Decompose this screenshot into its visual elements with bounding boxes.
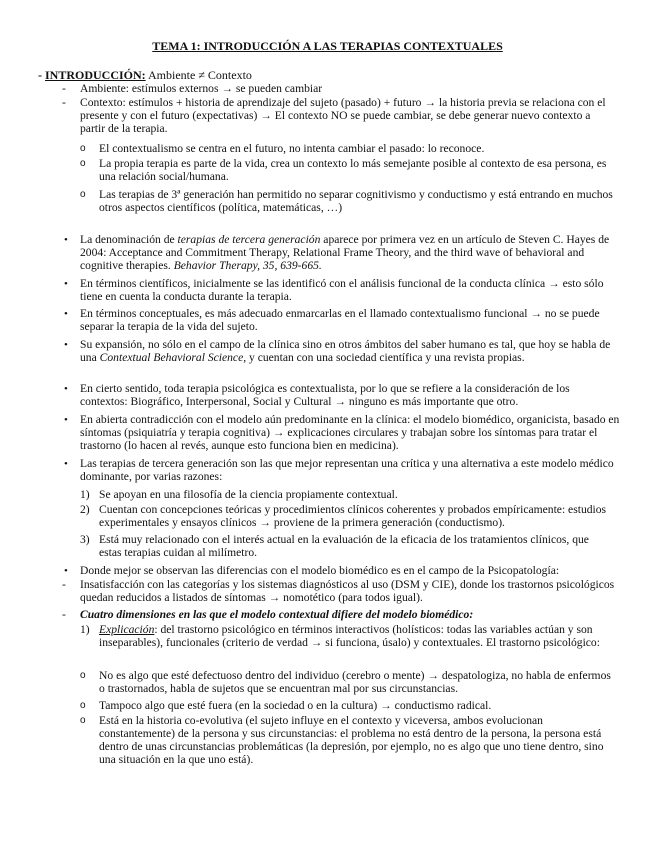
bullet-marker: • <box>64 339 68 351</box>
list-item-text: La propia terapia es parte de la vida, crea un contexto lo más semejante posible al contexto de esa persona, es una relación social/humana. <box>99 157 607 183</box>
text-run: y cuentan con una sociedad científica y una revista propias. <box>246 350 525 364</box>
bullet-text: En términos científicos, inicialmente se las identificó con el análisis funcional de la conducta clínica → esto sólo tiene en cuenta la conducta durante la terapia. <box>80 277 604 303</box>
emphasis: Contextual Behavioral Science, <box>99 350 247 364</box>
section-heading <box>38 69 252 82</box>
text-run: : del trastorno psicológico en términos interactivos (holísticos: todas las variables actúan y son inseparables), funcionales (criterio de verdad → si funciona, úsalo) y contextuales. El trastorno psicológico: <box>99 623 600 649</box>
emphasis: Behavior Therapy, 35, 639-665. <box>173 258 322 272</box>
dash-marker: - <box>62 96 66 109</box>
bullet-text: En abierta contradicción con el modelo aún predominante en la clínica: el modelo biomédico, organicista, basado en síntomas (psiquiatría y terapia cognitiva) → explicaciones circulares y trabajan sobre los síntomas para tratar el trastorno (lo hacen al revés, aunque esto funciona bien en medicina). <box>80 413 620 452</box>
list-item-text: Ambiente: estímulos externos → se pueden cambiar <box>80 82 323 95</box>
section-heading-label: INTRODUCCIÓN: <box>45 68 146 82</box>
numbered-item-text: Se apoyan en una filosofía de la ciencia propiamente contextual. <box>99 488 398 501</box>
bullet-marker: • <box>64 458 68 470</box>
text-run: La denominación de <box>80 233 178 246</box>
numbered-item-text <box>99 624 614 650</box>
bullet-marker: • <box>64 234 68 246</box>
list-item-text: No es algo que esté defectuoso dentro del individuo (cerebro o mente) → despatologiza, no habla de enfermos o trastornados, habla de sujetos que se encuentran mal por sus circunstancias. <box>99 669 611 695</box>
circle-marker: o <box>80 715 86 726</box>
bullet-text: En cierto sentido, toda terapia psicológica es contextualista, por lo que se refiere a la consideración de los contextos: Biográfico, Interpersonal, Social y Cultural → ninguno es más importante que otro. <box>80 382 570 408</box>
bullet-marker: • <box>64 308 68 320</box>
dash-marker: - <box>62 578 66 591</box>
list-item-text: Tampoco algo que esté fuera (en la sociedad o en la cultura) → conductismo radical. <box>99 699 492 712</box>
numbered-item-text: Está muy relacionado con el interés actual en la evaluación de la eficacia de los tratamientos clínicos, que estas terapias cuidan al milímetro. <box>99 533 589 559</box>
bullet-marker: • <box>64 278 68 290</box>
list-item-text: Cuatro dimensiones en las que el modelo contextual difiere del modelo biomédico: <box>80 608 474 621</box>
document-title: TEMA 1: INTRODUCCIÓN A LAS TERAPIAS CONTEXTUALES <box>152 39 503 53</box>
dimension-label: Explicación <box>99 623 155 636</box>
list-item-text: Insatisfacción con las categorías y los sistemas diagnósticos al uso (DSM y CIE), donde los trastornos psicológicos quedan reducidos a listados de síntomas → nomotético (para todos igual). <box>80 578 615 604</box>
number-marker: 1) <box>80 623 90 636</box>
numbered-item-text: Cuentan con concepciones teóricas y procedimientos clínicos coherentes y probados empíricamente: estudios experimentales y ensayos clínicos → proviene de la primera generación (conductismo). <box>99 503 607 529</box>
list-item-text: Contexto: estímulos + historia de aprendizaje del sujeto (pasado) + futuro → la historia previa se relaciona con el presente y con el futuro (expectativas) → El contexto NO se puede cambiar, se debe generar nuevo contexto a partir de la terapia. <box>80 96 606 135</box>
list-item-text: El contextualismo se centra en el futuro, no intenta cambiar el pasado: lo reconoce. <box>99 142 485 155</box>
bullet-text <box>80 339 620 365</box>
number-marker: 1) <box>80 488 90 501</box>
circle-marker: o <box>80 143 86 154</box>
section-heading-rest: Ambiente ≠ Contexto <box>145 68 252 82</box>
circle-marker: o <box>80 700 86 711</box>
text-run: Su expansión, no sólo en el campo de la clínica sino en otros ámbitos del saber humano es tal, que hoy se habla de una <box>80 338 611 364</box>
bullet-marker: • <box>64 383 68 395</box>
bullet-marker: • <box>64 414 68 426</box>
bullet-text: Las terapias de tercera generación son las que mejor representan una crítica y una alternativa a este modelo médico dominante, por varias razones: <box>80 457 614 483</box>
bullet-marker: • <box>64 565 68 577</box>
circle-marker: o <box>80 189 86 200</box>
number-marker: 3) <box>80 533 90 546</box>
text-run: aparece por primera vez en un artículo de Steven C. Hayes de 2004: Acceptance and Commitment Therapy, Relational Frame Theory, and the third wave of behavioral and cognitive therapies. <box>80 233 610 272</box>
list-item-text: Está en la historia co-evolutiva (el sujeto influye en el contexto y viceversa, ambos evolucionan constantemente) de la persona y sus circunstancias: el problema no está dentro de la persona, la persona está dentro de unas circunstancias problemáticas (la depresión, por ejemplo, no es algo que uno tiene dentro, sino una situación en la que uno está). <box>99 714 604 766</box>
list-item-text: Las terapias de 3ª generación han permitido no separar cognitivismo y conductismo y está entrando en muchos otros aspectos científicos (política, matemáticas, …) <box>99 188 613 214</box>
section-prefix: - <box>38 68 45 82</box>
emphasis: terapias de tercera generación <box>177 233 321 246</box>
circle-marker: o <box>80 158 86 169</box>
bullet-text: Donde mejor se observan las diferencias con el modelo biomédico es en el campo de la Psicopatología: <box>80 564 560 577</box>
bullet-text <box>80 234 620 273</box>
circle-marker: o <box>80 670 86 681</box>
dash-marker: - <box>62 82 66 95</box>
number-marker: 2) <box>80 503 90 516</box>
bullet-text: En términos conceptuales, es más adecuado enmarcarlas en el llamado contextualismo funcional → no se puede separar la terapia de la vida del sujeto. <box>80 307 600 333</box>
dash-marker: - <box>62 608 66 621</box>
